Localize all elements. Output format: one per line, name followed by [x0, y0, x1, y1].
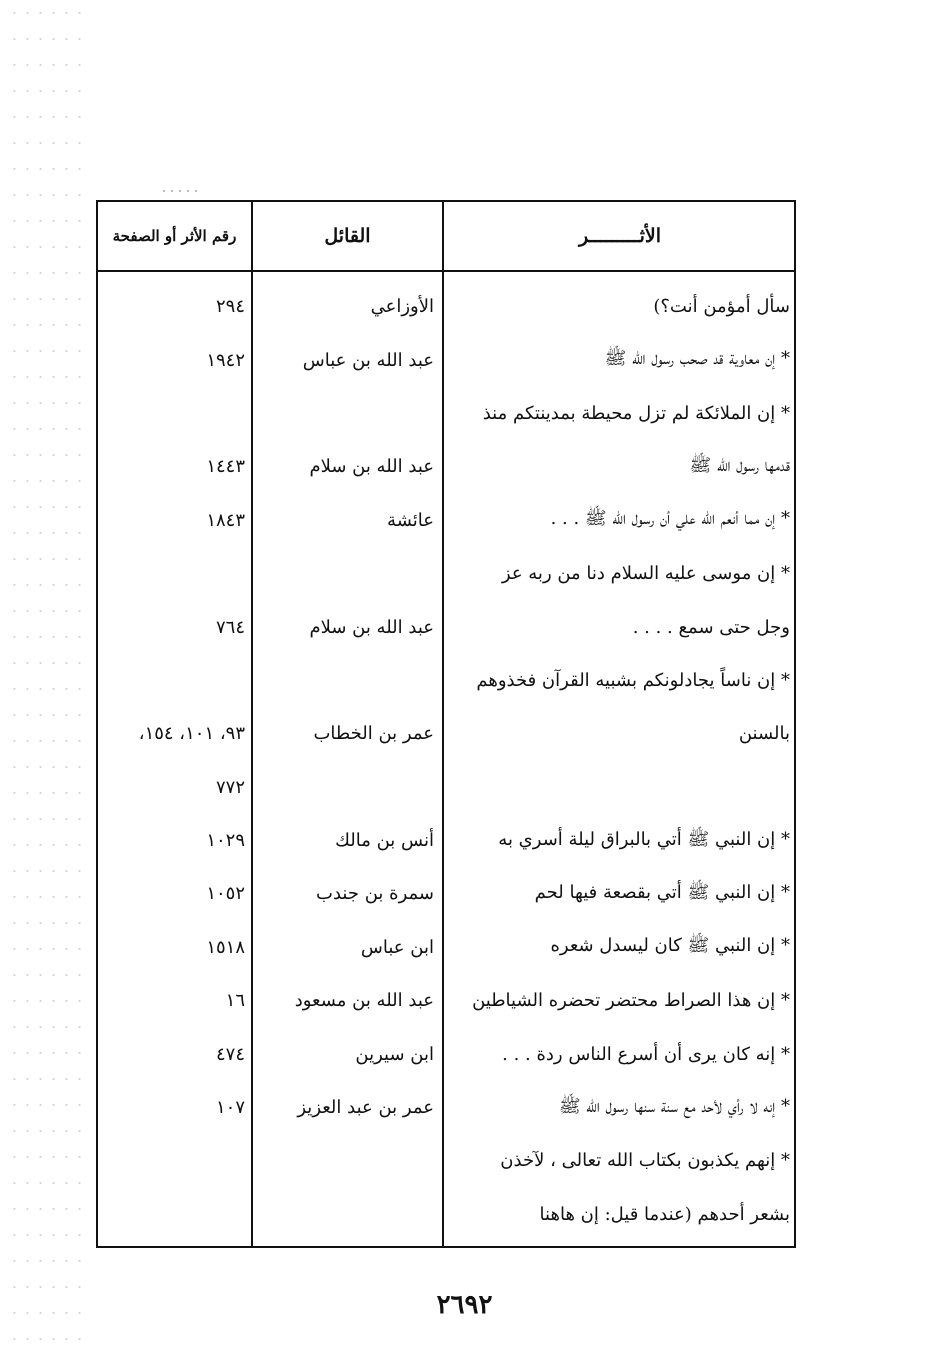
header-speaker: القائل: [324, 225, 371, 247]
row-number: ١٦: [225, 990, 245, 1012]
row-speaker: ابن عباس: [360, 936, 434, 958]
row-athar: * إن معاوية قد صحب رسول الله ﷺ: [604, 348, 790, 370]
row-number: ١٤٤٣: [206, 456, 245, 478]
row-speaker: عمر بن الخطاب: [313, 723, 434, 745]
table-row: [98, 1134, 794, 1187]
row-number: ٩٣، ١٠١، ١٥٤،: [138, 723, 245, 745]
row-speaker: عبد الله بن سلام: [309, 616, 434, 638]
row-speaker: أنس بن مالك: [335, 830, 434, 852]
table-row: [98, 1081, 794, 1134]
table-row: [98, 333, 794, 386]
row-athar: * إن هذا الصراط محتضر تحضره الشياطين: [472, 990, 790, 1012]
row-athar: * إنه كان يرى أن أسرع الناس ردة . . .: [502, 1043, 790, 1065]
row-number: ١٠٢٩: [206, 830, 245, 852]
table-header: [98, 202, 794, 272]
row-speaker: ابن سيرين: [355, 1043, 434, 1065]
row-speaker: الأوزاعي: [370, 296, 434, 318]
header-number: رقم الأثر أو الصفحة: [112, 227, 237, 245]
row-number: ١٠٥٢: [206, 883, 245, 905]
row-athar: * إن النبي ﷺ أتي بالبراق ليلة أسري به: [498, 828, 790, 850]
row-number: ١٩٤٢: [206, 349, 245, 371]
row-number: ٧٧٢: [215, 776, 245, 798]
row-number: [102, 547, 245, 600]
table-body: [98, 280, 794, 1241]
table-row: [98, 761, 794, 814]
row-athar: سأل أمؤمن أنت؟): [653, 296, 790, 318]
row-athar: [450, 761, 790, 814]
table-row: [98, 921, 794, 974]
table-row: [98, 280, 794, 333]
row-athar: * إن مما أنعم الله علي أن رسول الله ﷺ . . .: [550, 508, 790, 530]
row-speaker: [258, 654, 434, 707]
table-row: [98, 974, 794, 1027]
row-athar: * إنه لا رأي لأحد مع سنة سنها رسول الله ﷺ: [558, 1095, 790, 1117]
row-speaker: [258, 387, 434, 440]
scan-dots-top: [160, 186, 200, 196]
row-number: ١٥١٨: [206, 936, 245, 958]
table-row: [98, 814, 794, 867]
row-speaker: عمر بن عبد العزيز: [297, 1097, 434, 1119]
page-number: ٢٦٩٢: [436, 1290, 493, 1320]
table-row: [98, 440, 794, 493]
row-number: [102, 1188, 245, 1241]
row-number: [102, 387, 245, 440]
table-row: [98, 867, 794, 920]
table-row: [98, 654, 794, 707]
row-athar: بالسنن: [738, 723, 790, 745]
row-speaker: [258, 1134, 434, 1187]
row-number: ٢٩٤: [215, 296, 245, 318]
row-athar: قدمها رسول الله ﷺ: [689, 454, 790, 476]
row-speaker: عبد الله بن عباس: [302, 349, 434, 371]
table-row: [98, 1188, 794, 1241]
row-athar: بشعر أحدهم (عندما قيل: إن هاهنا: [539, 1203, 790, 1225]
table-row: [98, 547, 794, 600]
row-speaker: [258, 547, 434, 600]
table-row: [98, 494, 794, 547]
row-athar: * إن الملائكة لم تزل محيطة بمدينتكم منذ: [482, 402, 790, 424]
row-athar: * إن ناساً يجادلونكم بشبيه القرآن فخذوهم: [476, 669, 790, 691]
row-number: [102, 654, 245, 707]
row-number: ١٠٧: [215, 1097, 245, 1119]
table-row: [98, 1027, 794, 1080]
index-table: [96, 200, 796, 1248]
row-number: ١٨٤٣: [206, 509, 245, 531]
row-number: ٧٦٤: [215, 616, 245, 638]
scan-dot-margin: [8, 0, 88, 1355]
row-speaker: عبد الله بن سلام: [309, 456, 434, 478]
row-speaker: سمرة بن جندب: [316, 883, 434, 905]
row-athar: وجل حتى سمع . . . .: [632, 616, 790, 638]
row-speaker: [258, 1188, 434, 1241]
row-speaker: عائشة: [387, 509, 434, 531]
row-number: ٤٧٤: [215, 1043, 245, 1065]
row-athar: * إن النبي ﷺ أتي بقصعة فيها لحم: [534, 881, 790, 903]
table-row: [98, 707, 794, 760]
table-row: [98, 600, 794, 653]
row-speaker: [258, 761, 434, 814]
header-athar: الأثـــــــــر: [579, 225, 661, 247]
row-athar: * إنهم يكذبون بكتاب الله تعالى ، لآخذن: [500, 1150, 790, 1172]
table-row: [98, 387, 794, 440]
row-athar: * إن موسى عليه السلام دنا من ربه عز: [501, 563, 790, 585]
row-number: [102, 1134, 245, 1187]
row-speaker: عبد الله بن مسعود: [294, 990, 434, 1012]
row-athar: * إن النبي ﷺ كان ليسدل شعره: [550, 935, 790, 957]
